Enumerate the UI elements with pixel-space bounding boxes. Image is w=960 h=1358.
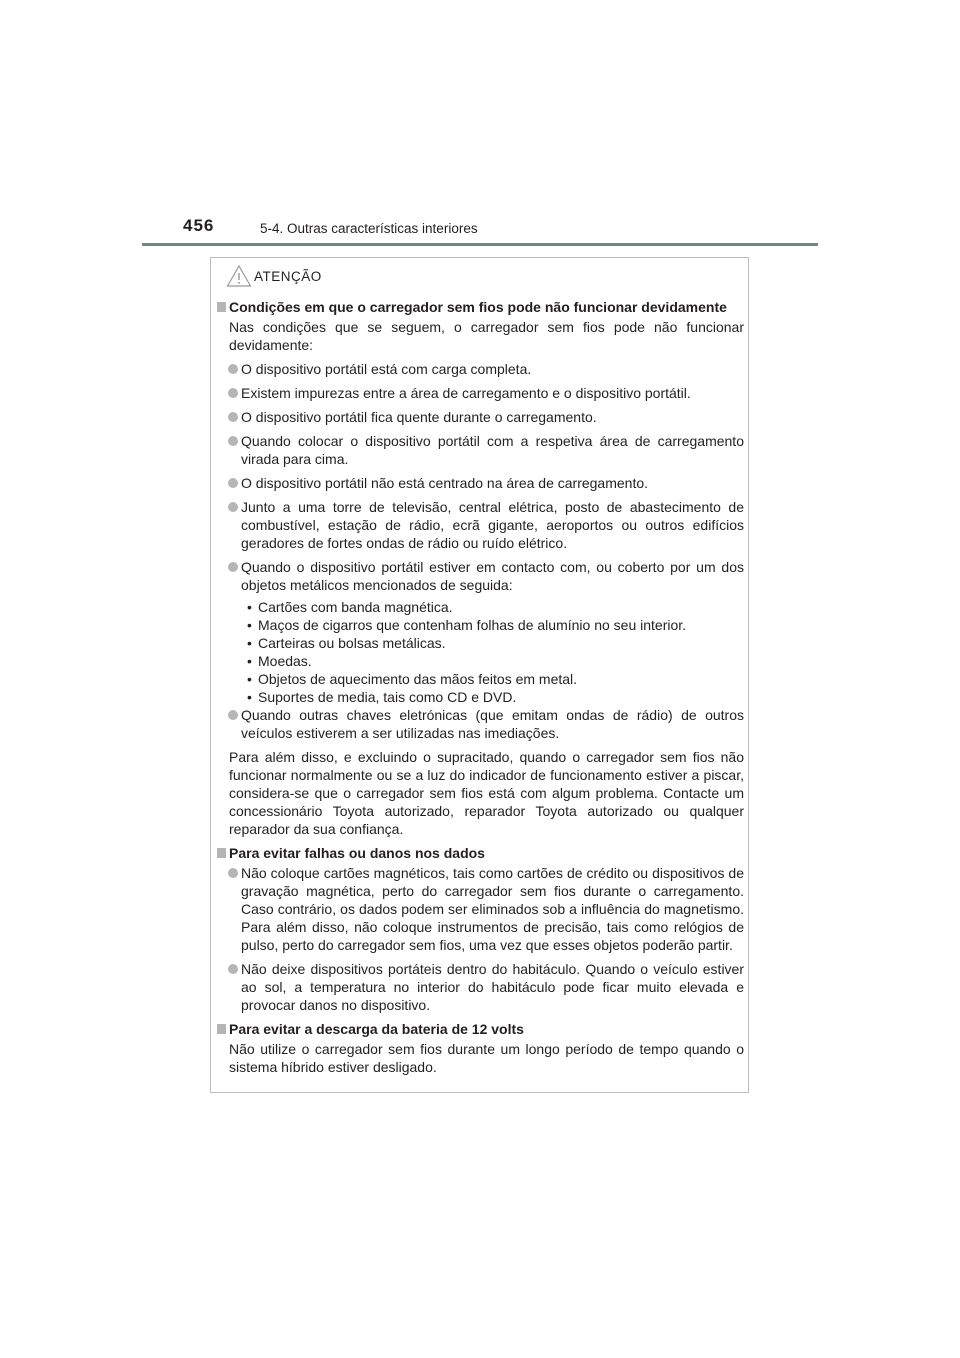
header-rule [142,243,818,246]
circle-bullet-icon [228,388,238,398]
circle-bullet-icon [228,436,238,446]
warning-header [226,262,322,290]
sub-list-item: • Suportes de media, tais como CD e DVD. [247,689,517,705]
sub-list-item: • Cartões com banda magnética. [247,599,453,615]
warning-label: ATENÇÃO [254,268,322,284]
paragraph: Para além disso, e excluindo o supracitado, quando o carregador sem fios não funcionar normalmente ou se a luz do indicador de funcionamento estiver a piscar, considera-se que o carregador sem fios está com algum problema. Contacte um concessionário Toyota autorizado, reparador Toyota autorizado ou qualquer reparador da sua confiança. [229,749,744,837]
list-item: Não coloque cartões magnéticos, tais como cartões de crédito ou dispositivos de gravação magnética, perto do carregador sem fios durante o carregamento. Caso contrário, os dados podem ser eliminados sob a influência do magnetismo. Para além disso, não coloque instrumentos de precisão, tais como relógios de pulso, perto do carregador sem fios, uma vez que esses objetos poderão partir. [216,864,744,954]
warning-box [210,257,749,1093]
circle-bullet-icon [228,562,238,572]
list-item: O dispositivo portátil não está centrado na área de carregamento. [216,474,744,492]
sub-list-item: • Maços de cigarros que contenham folhas de alumínio no seu interior. [247,617,687,633]
circle-bullet-icon [228,964,238,974]
list-item: Quando outras chaves eletrónicas (que emitam ondas de rádio) de outros veículos estiverem a ser utilizadas nas imediações. [216,706,744,742]
paragraph: Nas condições que se seguem, o carregador sem fios pode não funcionar devidamente: [229,319,744,353]
circle-bullet-icon [228,478,238,488]
square-bullet-icon [217,1024,226,1034]
circle-bullet-icon [228,868,238,878]
list-item: Existem impurezas entre a área de carregamento e o dispositivo portátil. [216,384,744,402]
list-item: Junto a uma torre de televisão, central elétrica, posto de abastecimento de combustível, estação de rádio, ecrã gigante, aeroportos ou outros edifícios geradores de fortes ondas de rádio ou ruído elétrico. [216,498,744,552]
sub-list-item: • Objetos de aquecimento das mãos feitos em metal. [247,671,578,687]
section-heading: Para evitar falhas ou danos nos dados [216,844,744,862]
circle-bullet-icon [228,710,238,720]
warning-triangle-icon [226,264,252,288]
list-item: O dispositivo portátil está com carga completa. [216,360,744,378]
list-item: Não deixe dispositivos portáteis dentro do habitáculo. Quando o veículo estiver ao sol, a temperatura no interior do habitáculo pode ficar muito elevada e provocar danos no dispositivo. [216,960,744,1014]
circle-bullet-icon [228,364,238,374]
circle-bullet-icon [228,412,238,422]
list-item: O dispositivo portátil fica quente durante o carregamento. [216,408,744,426]
list-item: Quando colocar o dispositivo portátil com a respetiva área de carregamento virada para cima. [216,432,744,468]
list-item: Quando o dispositivo portátil estiver em contacto com, ou coberto por um dos objetos metálicos mencionados de seguida: [216,558,744,594]
sub-list-item: • Moedas. [247,653,312,669]
square-bullet-icon [217,848,226,858]
section-heading: Condições em que o carregador sem fios pode não funcionar devidamente [216,298,744,316]
section-title: 5-4. Outras características interiores [260,221,478,236]
warning-content [216,298,744,1082]
square-bullet-icon [217,302,226,312]
circle-bullet-icon [228,502,238,512]
sub-list [216,598,744,706]
sub-list-item: • Carteiras ou bolsas metálicas. [247,635,446,651]
page-number: 456 [183,216,215,235]
paragraph: Não utilize o carregador sem fios durante um longo período de tempo quando o sistema híbrido estiver desligado. [229,1041,744,1075]
section-heading: Para evitar a descarga da bateria de 12 volts [216,1020,744,1038]
